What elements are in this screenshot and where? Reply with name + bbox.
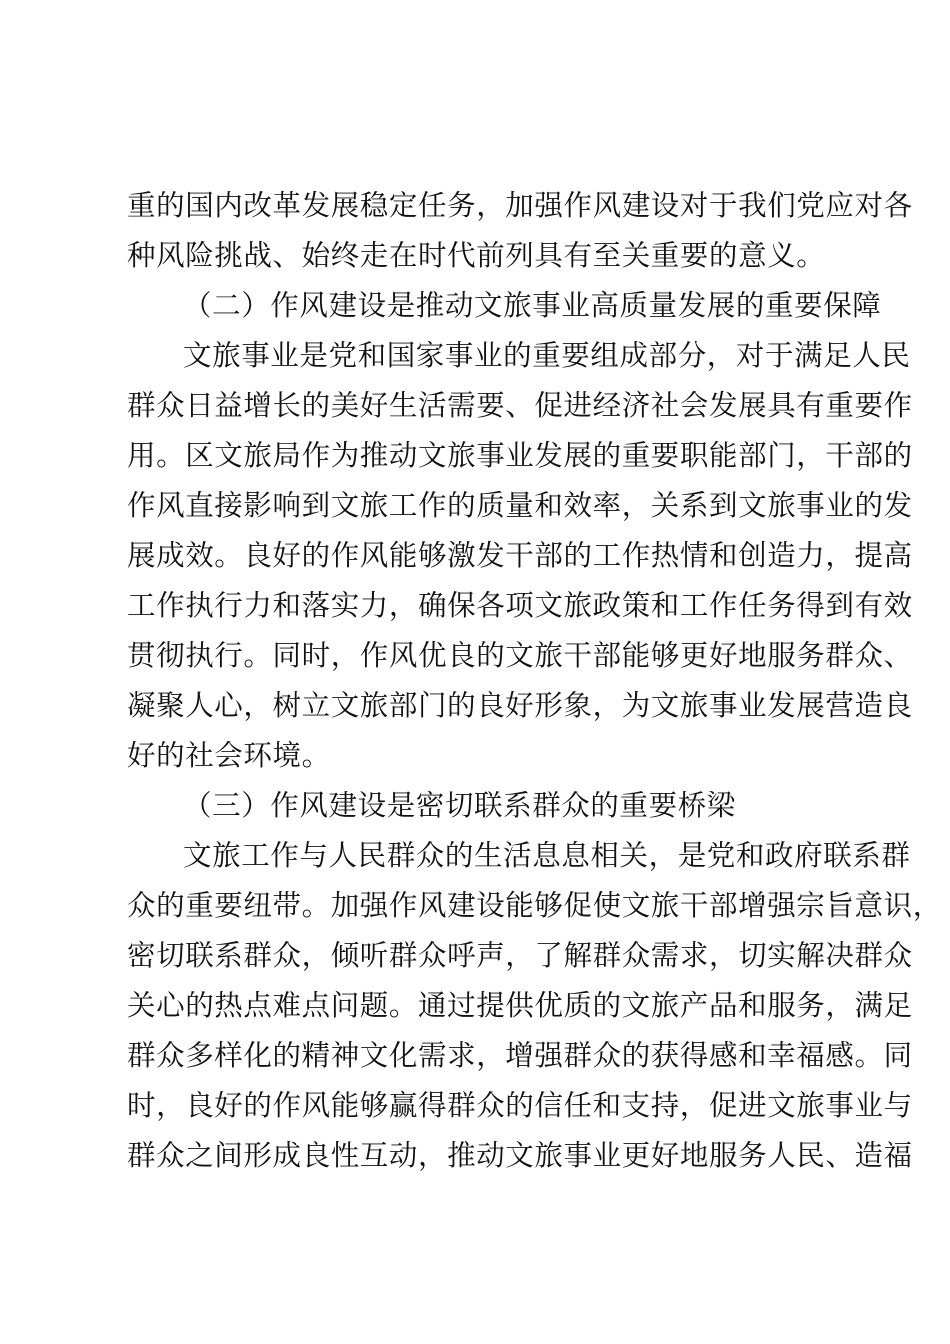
body-text-line: 工作执行力和落实力，确保各项文旅政策和工作任务得到有效 — [127, 589, 913, 622]
body-text-line: 群众日益增长的美好生活需要、促进经济社会发展具有重要作 — [127, 389, 913, 422]
body-text-line: 贯彻执行。同时，作风优良的文旅干部能够更好地服务群众、 — [127, 639, 913, 672]
section-heading-3: （三）作风建设是密切联系群众的重要桥梁 — [183, 789, 736, 822]
body-text-line: 作风直接影响到文旅工作的质量和效率，关系到文旅事业的发 — [127, 489, 913, 522]
body-text-line: 种风险挑战、始终走在时代前列具有至关重要的意义。 — [127, 239, 826, 272]
section-heading-2: （二）作风建设是推动文旅事业高质量发展的重要保障 — [183, 289, 882, 322]
body-text-line: 密切联系群众，倾听群众呼声，了解群众需求，切实解决群众 — [127, 939, 913, 972]
body-text-line: 时，良好的作风能够赢得群众的信任和支持，促进文旅事业与 — [127, 1089, 913, 1122]
paragraph-start-line: 文旅事业是党和国家事业的重要组成部分，对于满足人民 — [183, 339, 911, 372]
body-text-line: 凝聚人心，树立文旅部门的良好形象，为文旅事业发展营造良 — [127, 689, 913, 722]
body-text-line: 群众多样化的精神文化需求，增强群众的获得感和幸福感。同 — [127, 1039, 913, 1072]
body-text-line: 众的重要纽带。加强作风建设能够促使文旅干部增强宗旨意识， — [127, 889, 942, 922]
body-text-line: 群众之间形成良性互动，推动文旅事业更好地服务人民、造福 — [127, 1139, 913, 1172]
paragraph-start-line: 文旅工作与人民群众的生活息息相关，是党和政府联系群 — [183, 839, 911, 872]
body-text-line: 好的社会环境。 — [127, 739, 331, 772]
body-text-line: 重的国内改革发展稳定任务，加强作风建设对于我们党应对各 — [127, 189, 913, 222]
body-text-line: 用。区文旅局作为推动文旅事业发展的重要职能部门，干部的 — [127, 439, 913, 472]
body-text-line: 展成效。良好的作风能够激发干部的工作热情和创造力，提高 — [127, 539, 913, 572]
body-text-line: 关心的热点难点问题。通过提供优质的文旅产品和服务，满足 — [127, 989, 913, 1022]
